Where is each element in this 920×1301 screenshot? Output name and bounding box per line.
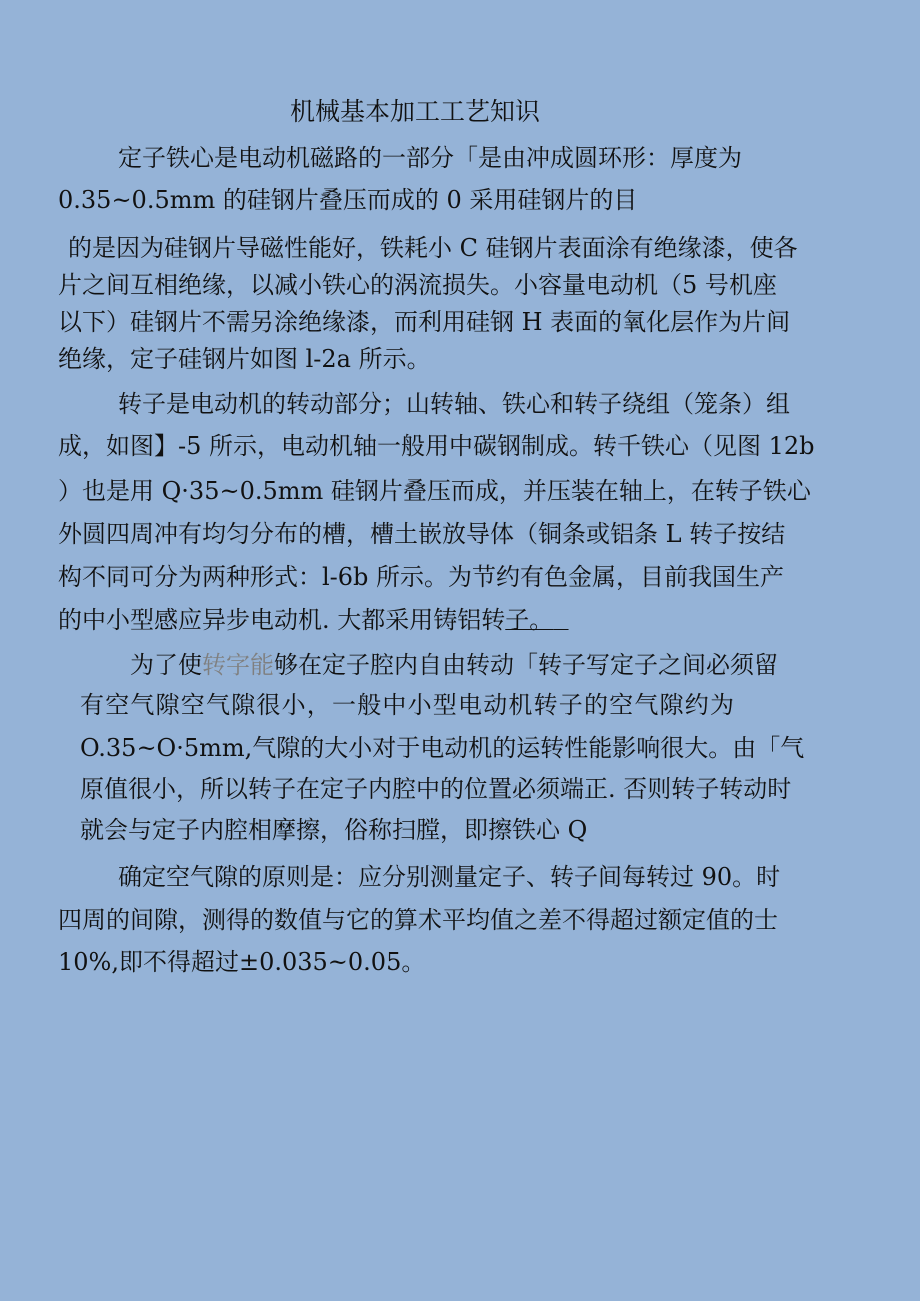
paragraph-4-line-1 <box>130 650 778 680</box>
paragraph-1-line-2: 0.35~0.5mm 的硅钢片叠压而成的 0 采用硅钢片的目 <box>58 186 638 214</box>
paragraph-5-line-1: 确定空气隙的原则是：应分别测量定子、转子间每转过 90。时 <box>118 863 781 891</box>
paragraph-3-line-5: 构不同可分为两种形式：l-6b 所示。为节约有色金属，目前我国生产 <box>58 563 785 591</box>
paragraph-3-line-6-text: 的中小型感应异步电动机. 大都采用铸铝转 <box>58 606 506 634</box>
paragraph-4-text-b: 够在定子腔内自由转动「转子写定子之间必须留 <box>274 651 778 679</box>
gray-highlighted-text: 转字能 <box>202 651 274 679</box>
paragraph-5-line-3: 10%,即不得超过±0.035~0.05。 <box>58 948 426 976</box>
paragraph-2-line-1: 的是因为硅钢片导磁性能好，铁耗小 C 硅钢片表面涂有绝缘漆，使各 <box>68 234 798 262</box>
paragraph-3-line-2: 成，如图】-5 所示，电动机轴一般用中碳钢制成。转千铁心（见图 12b <box>58 432 815 460</box>
paragraph-3-line-6 <box>58 605 569 635</box>
paragraph-4-line-5: 就会与定子内腔相摩擦，俗称扫膛，即擦铁心 Q <box>80 816 588 844</box>
underline-extension <box>553 606 568 634</box>
paragraph-2-line-4: 绝缘，定子硅钢片如图 l-2a 所示。 <box>58 345 431 373</box>
paragraph-4-line-2: 有空气隙空气隙很小，一般中小型电动机转子的空气隙约为 <box>80 691 736 719</box>
paragraph-2-line-3: 以下）硅钢片不需另涂绝缘漆，而利用硅钢 H 表面的氧化层作为片间 <box>58 308 791 336</box>
underlined-text: 子。 <box>505 606 554 634</box>
paragraph-5-line-2: 四周的间隙，测得的数值与它的算术平均值之差不得超过额定值的士 <box>58 906 778 934</box>
paragraph-1-line-1: 定子铁心是电动机磁路的一部分「是由冲成圆环形：厚度为 <box>118 144 742 172</box>
paragraph-3-line-3: ）也是用 Q·35~0.5mm 硅钢片叠压而成，并压装在轴上，在转子铁心 <box>58 477 811 505</box>
document-title: 机械基本加工工艺知识 <box>290 97 541 126</box>
paragraph-4-text-a: 为了使 <box>130 651 202 679</box>
paragraph-3-line-4: 外圆四周冲有均匀分布的槽，槽土嵌放导体（铜条或铝条 L 转子按结 <box>58 520 786 548</box>
paragraph-2-line-2: 片之间互相绝缘，以减小铁心的涡流损失。小容量电动机（5 号机座 <box>58 271 777 299</box>
paragraph-4-line-4: 原值很小，所以转子在定子内腔中的位置必须端正. 否则转子转动时 <box>80 775 792 803</box>
paragraph-4-line-3: O.35~O·5mm,气隙的大小对于电动机的运转性能影响很大。由「气 <box>80 734 805 762</box>
paragraph-3-line-1: 转子是电动机的转动部分；山转轴、铁心和转子绕组（笼条）组 <box>118 390 790 418</box>
